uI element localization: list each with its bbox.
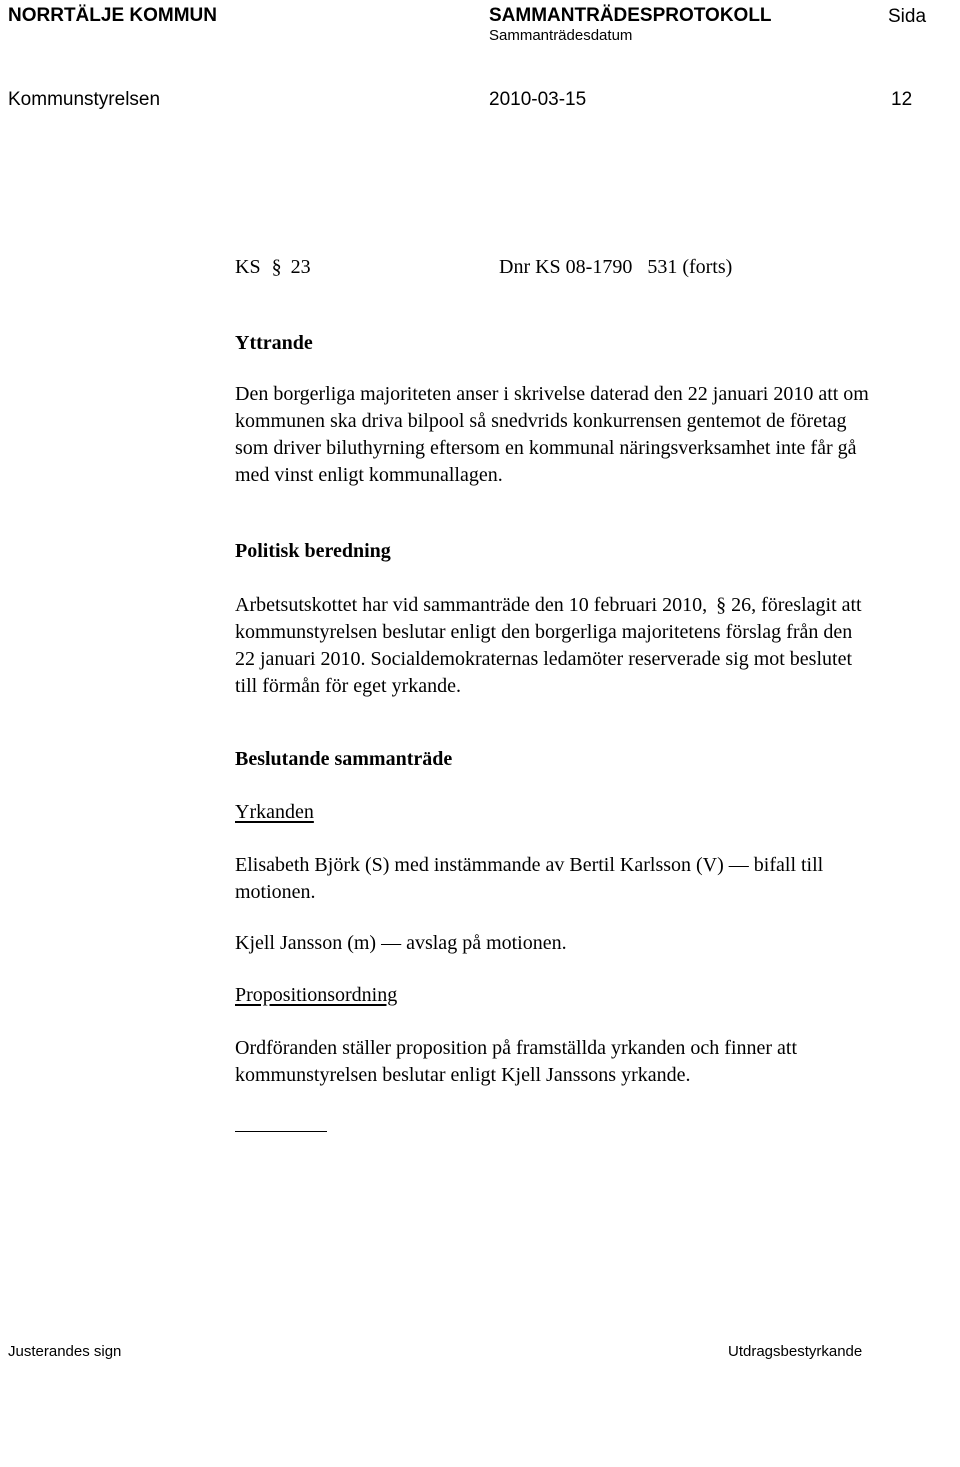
meeting-date: 2010-03-15 xyxy=(489,89,587,110)
text-line: kommunen ska driva bilpool så snedvrids konkurrensen gentemot de företag xyxy=(235,410,847,432)
diary-number: Dnr KS 08-1790 531 (forts) xyxy=(499,256,733,278)
ks-number: 23 xyxy=(290,256,311,278)
text-segment: Arbetsutskottet har vid sammanträde den 10 februari 2010, xyxy=(235,594,708,616)
text-line: med vinst enligt kommunallagen. xyxy=(235,464,503,486)
text-line: 22 januari 2010. Socialdemokraternas ledamöter reserverade sig mot beslutet xyxy=(235,648,853,670)
paragraph-sign: § xyxy=(271,256,282,278)
text-line: Ordföranden ställer proposition på framställda yrkanden och finner att xyxy=(235,1037,798,1059)
section-heading-beslutande: Beslutande sammanträde xyxy=(235,748,453,770)
text-line: Elisabeth Björk (S) med instämmande av Bertil Karlsson (V) — bifall till xyxy=(235,854,824,876)
section-heading-yttrande: Yttrande xyxy=(235,332,313,354)
paragraph-sign: § xyxy=(716,594,727,616)
document-type: SAMMANTRÄDESPROTOKOLL xyxy=(489,5,772,26)
footer-utdragsbestyrkande: Utdragsbestyrkande xyxy=(728,1343,863,1360)
end-rule xyxy=(235,1131,327,1132)
page-number: 12 xyxy=(891,89,913,110)
proposition-paragraph xyxy=(235,1035,935,1089)
yrkande-1 xyxy=(235,852,935,906)
text-segment: 26, föreslagit att xyxy=(731,594,862,616)
section-heading-politisk-beredning: Politisk beredning xyxy=(235,540,391,562)
footer-justerandes-sign: Justerandes sign xyxy=(8,1343,122,1360)
text-line: kommunstyrelsen beslutar enligt Kjell Janssons yrkande. xyxy=(235,1064,691,1086)
text-line: kommunstyrelsen beslutar enligt den borgerliga majoritetens förslag från den xyxy=(235,621,853,643)
yttrande-paragraph xyxy=(235,381,935,489)
yrkande-2: Kjell Jansson (m) — avslag på motionen. xyxy=(235,932,567,954)
org-name: NORRTÄLJE KOMMUN xyxy=(8,5,217,26)
text-line: Den borgerliga majoriteten anser i skrivelse daterad den 22 januari 2010 att om xyxy=(235,383,869,405)
text-line xyxy=(235,592,935,619)
text-line: som driver biluthyrning eftersom en kommunal näringsverksamhet inte får gå xyxy=(235,437,857,459)
ks-prefix: KS xyxy=(235,256,261,278)
subheading-propositionsordning: Propositionsordning xyxy=(235,984,398,1006)
case-reference xyxy=(235,254,311,281)
committee-name: Kommunstyrelsen xyxy=(8,89,161,110)
page-label: Sida xyxy=(888,6,927,27)
text-line: motionen. xyxy=(235,881,316,903)
date-label: Sammanträdesdatum xyxy=(489,27,633,44)
politisk-beredning-paragraph xyxy=(235,592,935,700)
subheading-yrkanden: Yrkanden xyxy=(235,801,314,823)
text-line: till förmån för eget yrkande. xyxy=(235,675,462,697)
